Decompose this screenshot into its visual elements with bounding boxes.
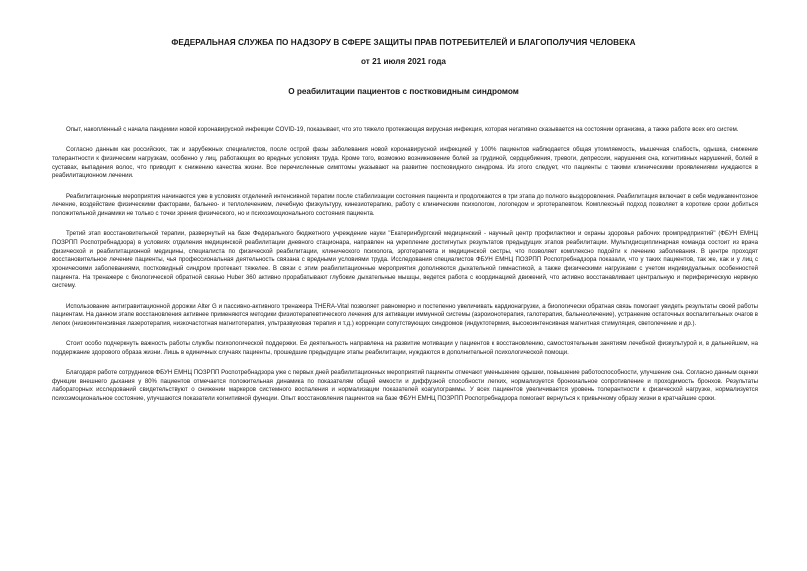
document-title: О реабилитации пациентов с постковидным синдромом — [288, 87, 519, 96]
paragraph-rehab-stages: Реабилитационные мероприятия начинаются уже в условиях отделений интенсивной терапии после стабилизации состояния пациента и продолжаются в три этапа до полного выздоровления. Реабилитация включает в себя медикаментозное лечение, воздействие физическими факторами, бальнео- и теплолечением, лечебную физкультуру, кинезиотерапию, работу с клиническим психологом, логопедом и эрготерапевтом. Комплексный подход позволяет в короткие сроки добиться положительной динамики не только с точки зрения физического, но и психоэмоционального состояния пациента. — [52, 192, 758, 217]
paragraph-intro: Опыт, накопленный с начала пандемии новой коронавирусной инфекции COVID-19, показывает, что это тяжело протекающая вирусная инфекция, которая негативно сказывается на состоянии организма, а также работе всех его систем. — [66, 126, 739, 133]
paragraph-symptoms: Согласно данным как российских, так и зарубежных специалистов, после острой фазы заболевания новой коронавирусной инфекцией у 100% пациентов наблюдается общая утомляемость, мышечная слабость, одышка, снижение толерантности к физическим нагрузкам, особенно у лиц, работающих во вредных условиях труда. Кроме того, возможно возникновение болей за грудиной, сердцебиения, тревоги, депрессии, нарушения сна, когнитивных нарушений, болей в суставах, выпадения волос, что приводит к снижению качества жизни. Все перечисленные симптомы указывают на развитие постковидного синдрома. Из этого следует, что пациенты с такими клиническими проявлениями нуждаются в реабилитационном лечении. — [52, 146, 758, 180]
paragraph-psychology: Стоит особо подчеркнуть важность работы службы психологической поддержки. Ее деятельность направлена на развитие мотивации у пациентов к восстановлению, самостоятельным занятиям лечебной физкультурой и, в дальнейшем, на поддержание здорового образа жизни. Лишь в единичных случаях пациенты, прошедшие предыдущие этапы реабилитации, нуждаются в дополнительной психологической помощи. — [52, 340, 758, 356]
document-body — [52, 126, 758, 415]
paragraph-third-stage: Третий этап восстановительной терапии, развернутый на базе Федерального бюджетного учреждение науки "Екатеринбургский медицинский - научный центр профилактики и охраны здоровья рабочих промпредприятий" (ФБУН ЕМНЦ ПОЗРПП Роспотребнадзора) в условиях отделения медицинской реабилитации дневного стационара, направлен на укрепление достигнутых результатов предыдущих этапов реабилитации. Мультидисциплинарная команда состоит из врача физической и реабилитационной медицины, специалиста по физической реабилитации, клинического психолога, эрготерапевта и медицинской сестры, что позволяет комплексно подойти к лечению заболевания. В центре проходят восстановительное лечение пациенты, чья профессиональная деятельность связана с вредными условиями труда. Исследования специалистов ФБУН ЕМНЦ ПОЗРПП Роспотребнадзора показали, что у таких пациентов, так же, как и у лиц с хроническими заболеваниями, постковидный синдром протекает тяжелее. В связи с этим реабилитационные мероприятия дополняются дыхательной гимнастикой, а также физическими нагрузками с учетом индивидуальных особенностей пациента. На тренажере с биологической обратной связью Huber 360 активно прорабатывают глубокие дыхательные мышцы, ведется работа с координацией движений, что активно восстанавливает центральную и периферическую нервную систему. — [52, 230, 758, 290]
paragraph-equipment: Использование антигравитационной дорожки Alter G и пассивно-активного тренажера THERA-Vital позволяет равномерно и постепенно увеличивать кардионагрузки, а биологически обратная связь помогает увидеть результаты своей работы пациентам. На данном этапе восстановления активнее применяются методики физиотерапевтического лечения для активации иммунной системы (аэроионотерапия, галотерапия, бальнеолечение), устранение остаточных воспалительных очагов в легких (низкоинтенсивная лазеротерапия, низкочастотная магнитотерапия, ультразвуковая терапия и т.д.) коррекции сопутствующих синдромов (индуктотермия, высокоинтенсивная магнитная стимуляция, светолечение и др.). — [52, 302, 759, 327]
document-date: от 21 июля 2021 года — [361, 57, 446, 66]
paragraph-results: Благодаря работе сотрудников ФБУН ЕМНЦ ПОЗРПП Роспотребнадзора уже с первых дней реабилитационных мероприятий пациенты отмечают уменьшение одышки, повышение работоспособности, улучшение сна. Согласно данным оценки функции внешнего дыхания у 80% пациентов отмечается положительная динамика по показателям общей емкости и диффузной способности легких, нормализуется бронхиальное сопротивление и проходимость бронхов. Результаты лабораторных исследований свидетельствуют о снижении маркеров системного воспаления и нормализации показателей коагулограммы. У всех пациентов увеличивается уровень толерантности к физической нагрузке, нормализуется психоэмоциональное состояние, улучшаются показатели когнитивной функции. Опыт восстановления пациентов на базе ФБУН ЕМНЦ ПОЗРПП Роспотребнадзора помогает вернуться к привычному образу жизни в кратчайшие сроки. — [52, 369, 758, 403]
agency-header: ФЕДЕРАЛЬНАЯ СЛУЖБА ПО НАДЗОРУ В СФЕРЕ ЗАЩИТЫ ПРАВ ПОТРЕБИТЕЛЕЙ И БЛАГОПОЛУЧИЯ ЧЕЛОВЕКА — [171, 38, 636, 47]
